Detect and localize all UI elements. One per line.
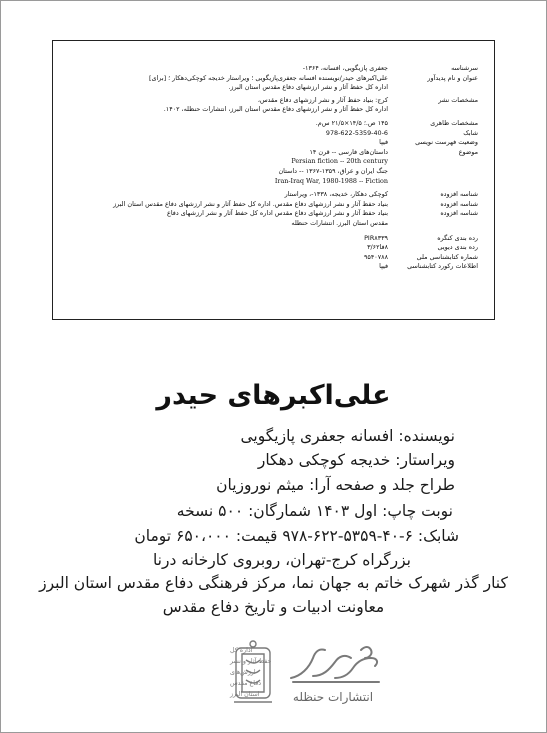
cip-value: داستان‌های فارسی -- قرن ۱۴ bbox=[309, 147, 388, 156]
cip-value: ۱۴۵ ص.؛ ۱۴/۵×۲۱/۵ س‌م. bbox=[315, 119, 388, 127]
defense-foundation-logo bbox=[170, 640, 275, 708]
cip-value: اداره کل حفظ آثار و نشر ارزشهای دفاع مقدس استان البرز، انتشارات حنظله، ۱۴۰۲. bbox=[163, 105, 388, 114]
cip-value: مقدس استان البرز. انتشارات حنظله bbox=[291, 219, 388, 227]
emblem-text-line: اداره کل bbox=[230, 647, 253, 654]
cip-label: موضوع bbox=[458, 147, 478, 156]
cip-value: بنیاد حفظ آثار و نشر ارزشهای دفاع مقدس. اداره کل حفظ آثار و نشر ارزشهای دفاع مقدس استان البرز bbox=[113, 199, 388, 208]
hanzaleh-publisher-logo bbox=[283, 638, 385, 688]
address-line-1: بزرگراه کرج-تهران، روبروی کارخانه درنا bbox=[152, 551, 411, 569]
cip-value: ۹۵۴۰۷۸۸ bbox=[363, 252, 388, 261]
cip-value: فیپا bbox=[379, 262, 388, 271]
cip-label: شناسه افزوده bbox=[440, 209, 478, 218]
address-line-2: کنار گذر شهرک خاتم به جهان نما، مرکز فرهنگی دفاع مقدس استان البرز bbox=[39, 574, 508, 592]
cip-label: شابک bbox=[463, 128, 478, 137]
emblem-text-line: حفظ آثار و نشر bbox=[230, 658, 272, 665]
cip-value: کوچکی دهکار، خدیجه، ۱۳۳۸-، ویراستار bbox=[284, 190, 388, 199]
cip-value: علی‌اکبرهای حیدر/نویسنده افسانه جعفری‌پازیگویی ؛ ویراستار خدیجه کوچکی‌دهکار ؛ [برای] bbox=[149, 73, 388, 82]
emblem-text-line: دفاع مقدس bbox=[230, 680, 262, 687]
cip-value: جعفری پازیگویی، افسانه، ۱۳۶۴- bbox=[302, 64, 388, 72]
author-credit: نویسنده: افسانه جعفری پازیگویی bbox=[240, 427, 455, 445]
cip-label: اطلاعات رکورد کتابشناسی bbox=[407, 262, 478, 271]
cip-value: بنیاد حفظ آثار و نشر ارزشهای دفاع مقدس اداره کل حفظ آثار و نشر ارزشهای دفاع bbox=[167, 209, 388, 218]
emblem-text-line: ارزش‌های bbox=[230, 669, 256, 676]
cip-value: Persian fiction -- 20th century bbox=[291, 157, 388, 166]
cip-value: جنگ ایران و عراق، ۱۳۵۹-۱۳۶۷ -- داستان bbox=[278, 167, 388, 175]
print-run-line: نوبت چاپ: اول ۱۴۰۳ شمارگان: ۵۰۰ نسخه bbox=[176, 502, 453, 520]
isbn-price-line: شابک: ۶-۴۰-۵۳۵۹-۶۲۲-۹۷۸ قیمت: ۶۵۰،۰۰۰ تومان bbox=[134, 527, 459, 545]
cip-value: 978-622-5359-40-6 bbox=[325, 128, 388, 137]
cip-label: وضعیت فهرست نویسی bbox=[415, 138, 478, 147]
cip-value: فیپا bbox=[379, 138, 388, 147]
editor-credit: ویراستار: خدیجه کوچکی دهکار bbox=[257, 451, 455, 469]
publisher-caption: انتشارات حنظله bbox=[292, 690, 374, 704]
cip-label: شناسه افزوده bbox=[440, 199, 478, 208]
cip-value: ۸فا۳/۶۲ bbox=[367, 243, 388, 252]
cip-value: اداره کل حفظ آثار و نشر ارزشهای دفاع مقدس استان البرز. bbox=[228, 83, 388, 92]
book-title: علی‌اکبرهای حیدر bbox=[156, 380, 391, 411]
designer-credit: طراح جلد و صفحه آرا: میثم نوروزیان bbox=[216, 476, 455, 494]
cip-value: کرج: بنیاد حفظ آثار و نشر ارزشهای دفاع مقدس، bbox=[257, 95, 388, 104]
cip-label: سرشناسه bbox=[451, 64, 478, 72]
emblem-text-line: استان البرز bbox=[230, 691, 260, 698]
cip-catalog-box bbox=[52, 40, 495, 320]
cip-label: مشخصات ظاهری bbox=[430, 119, 478, 127]
cip-label: عنوان و نام پدیدآور bbox=[427, 73, 478, 82]
cip-label: مشخصات نشر bbox=[438, 95, 478, 104]
cip-label: رده بندی دیویی bbox=[437, 243, 478, 252]
address-line-3: معاونت ادبیات و تاریخ دفاع مقدس bbox=[162, 598, 385, 616]
cip-label: شناسه افزوده bbox=[440, 190, 478, 199]
cip-label: شماره کتابشناسی ملی bbox=[416, 252, 478, 261]
cip-value: PIR۸۳۳۹ bbox=[364, 233, 388, 242]
cip-value: Iran-Iraq War, 1980-1988 -- Fiction bbox=[274, 176, 388, 185]
cip-label: رده بندی کنگره bbox=[437, 233, 478, 242]
